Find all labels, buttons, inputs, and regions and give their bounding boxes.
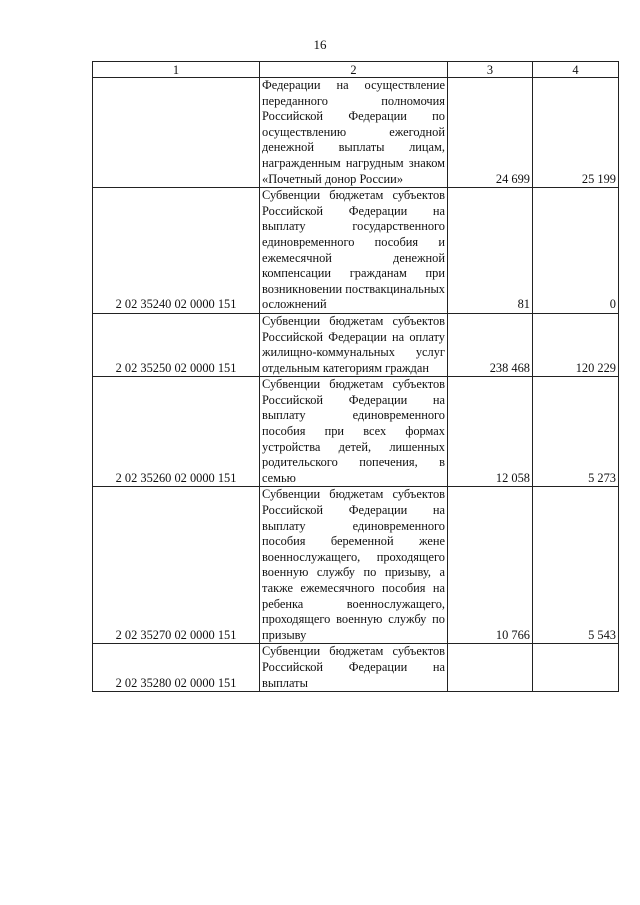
budget-code-cell: 2 02 35250 02 0000 151 [93, 313, 260, 376]
budget-code-cell: 2 02 35270 02 0000 151 [93, 487, 260, 644]
amount-col3-cell: 12 058 [448, 377, 533, 487]
description-cell: Субвенции бюджетам субъектов Российской Федерации на выплаты [260, 644, 448, 692]
amount-col3-cell: 10 766 [448, 487, 533, 644]
table-row [93, 78, 619, 188]
amount-col4-cell: 25 199 [533, 78, 619, 188]
description-cell: Субвенции бюджетам субъектов Российской Федерации на оплату жилищно-коммунальных услуг отдельным категориям граждан [260, 313, 448, 376]
table-row [93, 644, 619, 692]
table-row [93, 188, 619, 314]
amount-col4-cell: 5 543 [533, 487, 619, 644]
description-cell: Субвенции бюджетам субъектов Российской Федерации на выплату единовременного пособия беременной жене военнослужащего, проходящего военную службу по призыву, а также ежемесячного пособия на ребенка военнослужащего, проходящего военную службу по призыву [260, 487, 448, 644]
amount-col4-cell: 120 229 [533, 313, 619, 376]
table-row [93, 487, 619, 644]
amount-col4-cell: 5 273 [533, 377, 619, 487]
amount-col3-cell [448, 644, 533, 692]
amount-col3-cell: 81 [448, 188, 533, 314]
table-header-row [93, 62, 619, 78]
budget-code-cell [93, 78, 260, 188]
table-row [93, 313, 619, 376]
column-header-1: 1 [93, 62, 260, 78]
column-header-2: 2 [260, 62, 448, 78]
description-cell: Субвенции бюджетам субъектов Российской Федерации на выплату единовременного пособия при всех формах устройства детей, лишенных родительского попечения, в семью [260, 377, 448, 487]
budget-table [92, 61, 619, 692]
description-cell: Федерации на осуществление переданного полномочия Российской Федерации по осуществлению ежегодной денежной выплаты лицам, награжденным нагрудным знаком «Почетный донор России» [260, 78, 448, 188]
column-header-3: 3 [448, 62, 533, 78]
budget-code-cell: 2 02 35280 02 0000 151 [93, 644, 260, 692]
amount-col3-cell: 24 699 [448, 78, 533, 188]
amount-col3-cell: 238 468 [448, 313, 533, 376]
budget-code-cell: 2 02 35260 02 0000 151 [93, 377, 260, 487]
amount-col4-cell [533, 644, 619, 692]
amount-col4-cell: 0 [533, 188, 619, 314]
table-row [93, 377, 619, 487]
description-cell: Субвенции бюджетам субъектов Российской Федерации на выплату государственного единовременного пособия и ежемесячной денежной компенсации гражданам при возникновении поствакцинальных осложнений [260, 188, 448, 314]
page-number: 16 [313, 37, 327, 52]
column-header-4: 4 [533, 62, 619, 78]
budget-code-cell: 2 02 35240 02 0000 151 [93, 188, 260, 314]
